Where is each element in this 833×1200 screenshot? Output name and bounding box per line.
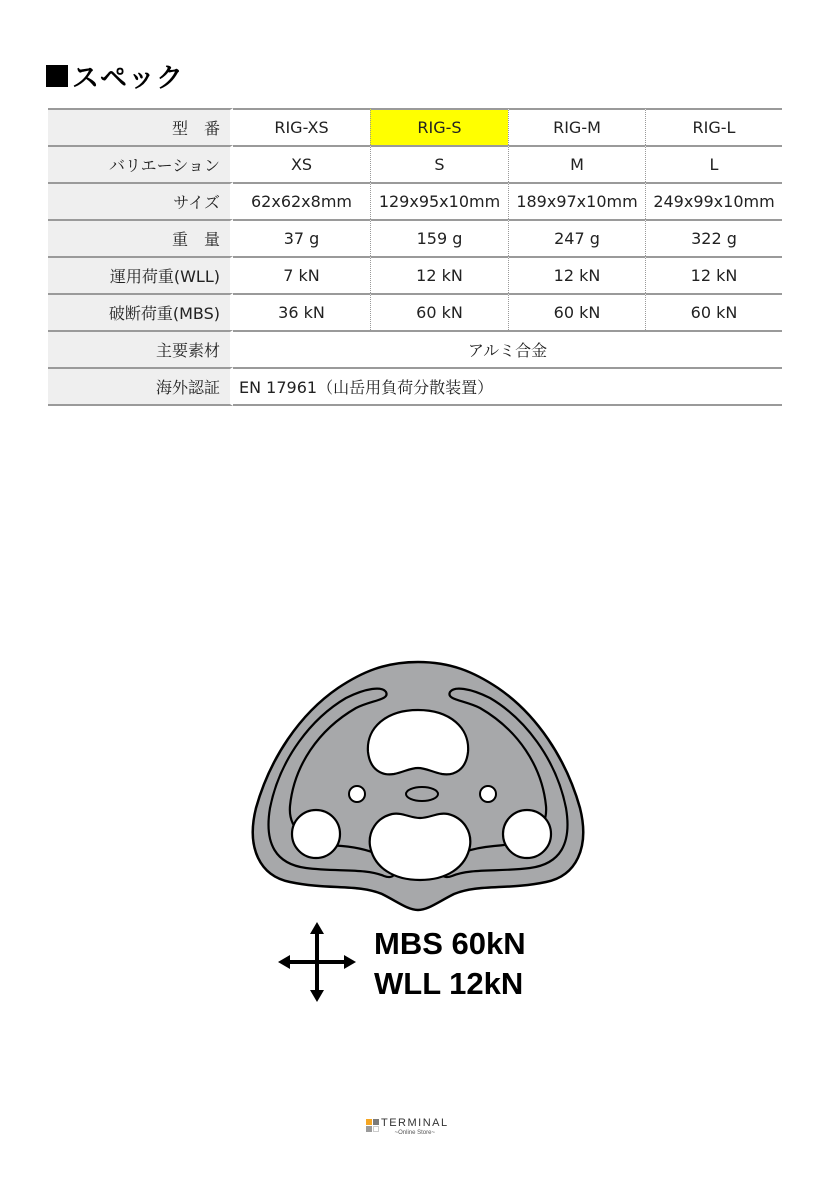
terminal-logo[interactable] — [366, 1118, 449, 1136]
row-label: 型 番 — [48, 108, 233, 145]
table-cell: S — [370, 145, 508, 182]
table-row-model — [48, 108, 782, 145]
table-cell: 60 kN — [370, 293, 508, 330]
table-cell-certification: EN 17961（山岳用負荷分散装置） — [233, 367, 782, 406]
row-label: バリエーション — [48, 145, 233, 182]
table-row-wll — [48, 256, 782, 293]
table-cell: M — [508, 145, 645, 182]
table-cell: RIG-L — [645, 108, 782, 145]
table-cell: 12 kN — [645, 256, 782, 293]
table-cell: 249x99x10mm — [645, 182, 782, 219]
small-hole-right — [480, 786, 496, 802]
table-cell: 36 kN — [233, 293, 370, 330]
table-row-material — [48, 330, 782, 367]
small-hole-left — [349, 786, 365, 802]
row-label: サイズ — [48, 182, 233, 219]
table-row-size — [48, 182, 782, 219]
center-slot — [406, 787, 438, 801]
table-cell: 189x97x10mm — [508, 182, 645, 219]
bottom-hole — [370, 814, 471, 880]
left-hole — [292, 810, 340, 858]
table-row-certification — [48, 367, 782, 406]
table-cell: 12 kN — [370, 256, 508, 293]
table-cell: 129x95x10mm — [370, 182, 508, 219]
table-row-weight — [48, 219, 782, 256]
four-way-arrow-icon — [278, 922, 356, 1002]
row-label: 運用荷重(WLL) — [48, 256, 233, 293]
table-cell: XS — [233, 145, 370, 182]
top-hole — [368, 710, 468, 774]
table-cell: RIG-XS — [233, 108, 370, 145]
table-cell: 247 g — [508, 219, 645, 256]
table-cell: 322 g — [645, 219, 782, 256]
row-label: 海外認証 — [48, 367, 233, 406]
mbs-label: MBS 60kN — [374, 926, 526, 961]
table-cell-material: アルミ合金 — [233, 330, 782, 367]
table-row-mbs — [48, 293, 782, 330]
section-title-text: スペック — [72, 63, 184, 94]
table-cell: 60 kN — [508, 293, 645, 330]
square-bullet-icon — [46, 65, 68, 87]
table-cell: RIG-M — [508, 108, 645, 145]
row-label: 破断荷重(MBS) — [48, 293, 233, 330]
table-cell: 60 kN — [645, 293, 782, 330]
table-row-variation — [48, 145, 782, 182]
table-cell-highlighted: RIG-S — [370, 108, 508, 145]
logo-grid-icon — [366, 1119, 379, 1132]
logo-subtitle: ~Online Store~ — [394, 1130, 435, 1136]
right-hole — [503, 810, 551, 858]
logo-brand: TERMINAL — [381, 1117, 449, 1129]
table-cell: 37 g — [233, 219, 370, 256]
table-cell: 12 kN — [508, 256, 645, 293]
table-cell: 7 kN — [233, 256, 370, 293]
section-title — [46, 56, 184, 95]
row-label: 主要素材 — [48, 330, 233, 367]
row-label: 重 量 — [48, 219, 233, 256]
load-rating — [278, 922, 578, 1002]
rigging-plate-illustration — [246, 658, 590, 914]
table-cell: 62x62x8mm — [233, 182, 370, 219]
spec-table — [48, 108, 782, 406]
table-cell: 159 g — [370, 219, 508, 256]
load-rating-text — [374, 924, 526, 1004]
table-cell: L — [645, 145, 782, 182]
wll-label: WLL 12kN — [374, 966, 524, 1001]
